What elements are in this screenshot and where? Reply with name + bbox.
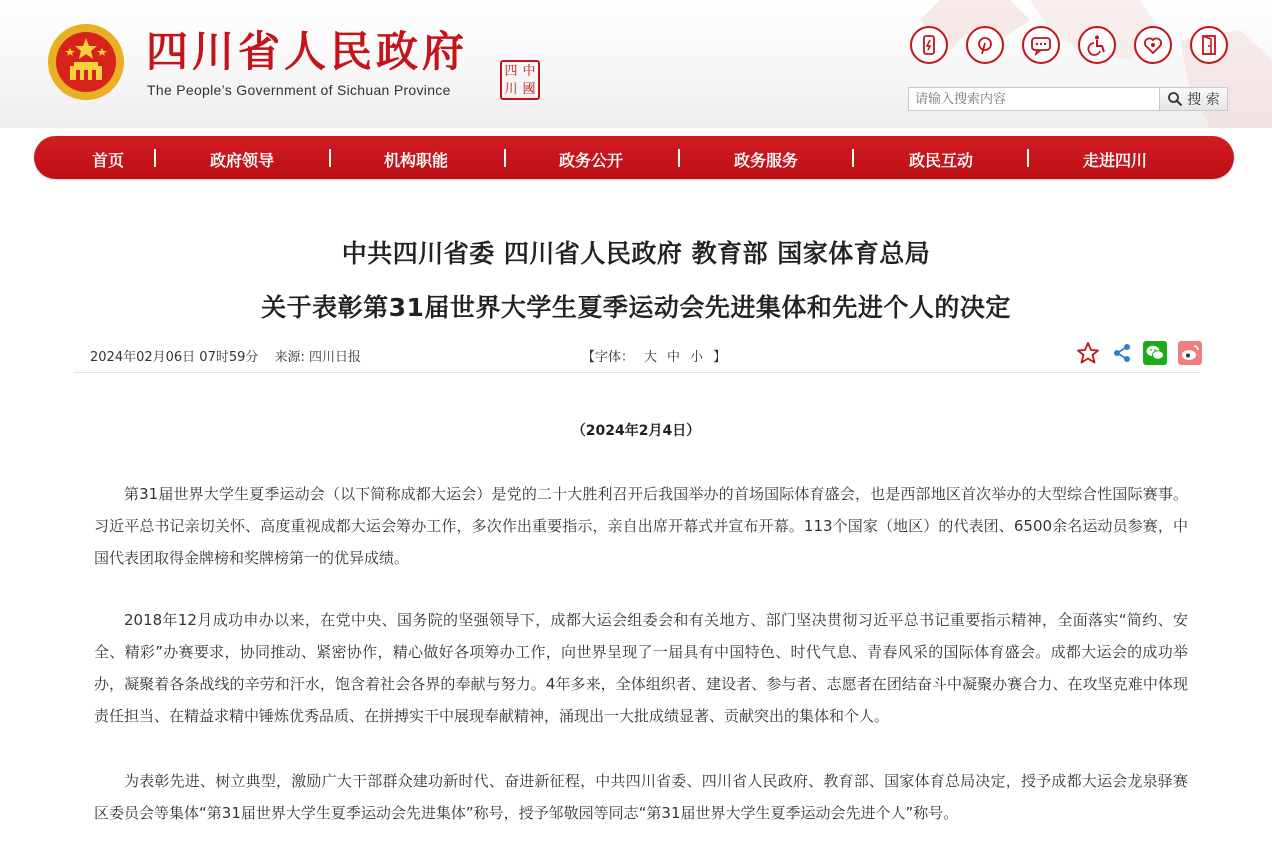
article-paragraph: 第31届世界大学生夏季运动会（以下简称成都大运会）是党的二十大胜利召开后我国举办的首场国际体育盛会，也是西部地区首次举办的大型综合性国际赛事。习近平总书记亲切关怀、高度重视成都大运会筹办工作，多次作出重要指示，亲自出席开幕式并宣布开幕。113个国家（地区）的代表团、6500余名运动员参赛，中国代表团取得金牌榜和奖牌榜第一的优异成绩。 [94,485,1188,567]
elderly-care-icon[interactable] [1134,26,1172,64]
article-paragraph: 为表彰先进、树立典型，激励广大干部群众建功新时代、奋进新征程，中共四川省委、四川省人民政府、教育部、国家体育总局决定，授予成都大运会龙泉驿赛区委员会等集体“第31届世界大学生夏季运动会先进集体”称号，授予邹敬园等同志“第31届世界大学生夏季运动会先进个人”称号。 [94,772,1188,822]
site-title: 四川省人民政府 [146,27,469,76]
nav-separator [852,149,854,167]
nav-item-interaction[interactable]: 政民互动 [909,151,974,170]
search-button[interactable] [1159,88,1227,110]
site-header [0,0,1272,128]
font-size-small[interactable]: 小 [690,350,704,365]
nav-item-leaders[interactable]: 政府领导 [210,151,275,170]
article-source: 来源: 四川日报 [274,350,362,365]
nav-item-gov-affairs[interactable]: 政务公开 [559,151,624,170]
seal-char: 中 [522,63,536,79]
nav-separator [329,149,331,167]
seal-char: 四 [504,63,518,79]
share-toolbar [1076,340,1202,366]
meta-divider [74,372,1200,373]
site-subtitle: The People’s Government of Sichuan Province [147,82,451,98]
share-icon[interactable] [1111,342,1133,364]
wechat-icon[interactable] [1143,341,1167,365]
article-meta [90,346,373,365]
article-title-line1: 中共四川省委 四川省人民政府 教育部 国家体育总局 [341,239,931,268]
font-size-label: 【字体： [582,350,635,365]
nav-item-about-sichuan[interactable]: 走进四川 [1083,151,1148,170]
document-date: （2024年2月4日） [571,423,701,439]
nav-separator [678,149,680,167]
main-nav [34,136,1234,179]
search-input[interactable] [909,88,1159,110]
pinterest-icon[interactable] [966,26,1004,64]
article-title-line2: 关于表彰第31届世界大学生夏季运动会先进集体和先进个人的决定 [261,293,1011,322]
nav-separator [154,149,156,167]
font-size-medium[interactable]: 中 [667,350,681,365]
mobile-icon[interactable] [910,26,948,64]
seal-char: 國 [522,81,536,97]
favorite-star-icon[interactable] [1076,341,1100,365]
seal-logo [500,60,540,100]
search-button-label: 搜 索 [1187,92,1220,108]
font-size-large[interactable]: 大 [644,350,658,365]
search-icon [1167,91,1183,107]
publish-time: 2024年02月06日 07时59分 [90,350,259,365]
message-icon[interactable] [1022,26,1060,64]
quick-access-icons [910,26,1228,68]
article-paragraph: 2018年12月成功申办以来，在党中央、国务院的坚强领导下，成都大运会组委会和有关地方、部门坚决贯彻习近平总书记重要指示精神，全面落实“简约、安全、精彩”办赛要求，协同推动、紧密协作，精心做好各项筹办工作，向世界呈现了一届具有中国特色、时代气息、青春风采的国际体育盛会。成都大运会的成功举办，凝聚着各条战线的辛劳和汗水，饱含着社会各界的奉献与努力。4年多来，全体组织者、建设者、参与者、志愿者在团结奋斗中凝聚办赛合力、在攻坚克难中体现责任担当、在精益求精中锤炼优秀品质、在拼搏实干中展现奉献精神，涌现出一大批成绩显著、贡献突出的集体和个人。 [94,611,1188,725]
nav-item-services[interactable]: 政务服务 [734,151,799,170]
accessibility-icon[interactable] [1078,26,1116,64]
national-emblem-icon [44,22,128,104]
nav-separator [1027,149,1029,167]
font-size-control [582,346,726,365]
nav-item-functions[interactable]: 机构职能 [384,151,449,170]
weibo-icon[interactable] [1178,341,1202,365]
exit-door-icon[interactable] [1190,26,1228,64]
nav-item-home[interactable]: 首页 [92,151,125,170]
search-box [908,87,1228,111]
nav-separator [504,149,506,167]
seal-char: 川 [504,81,518,97]
font-size-close: 】 [713,350,727,365]
